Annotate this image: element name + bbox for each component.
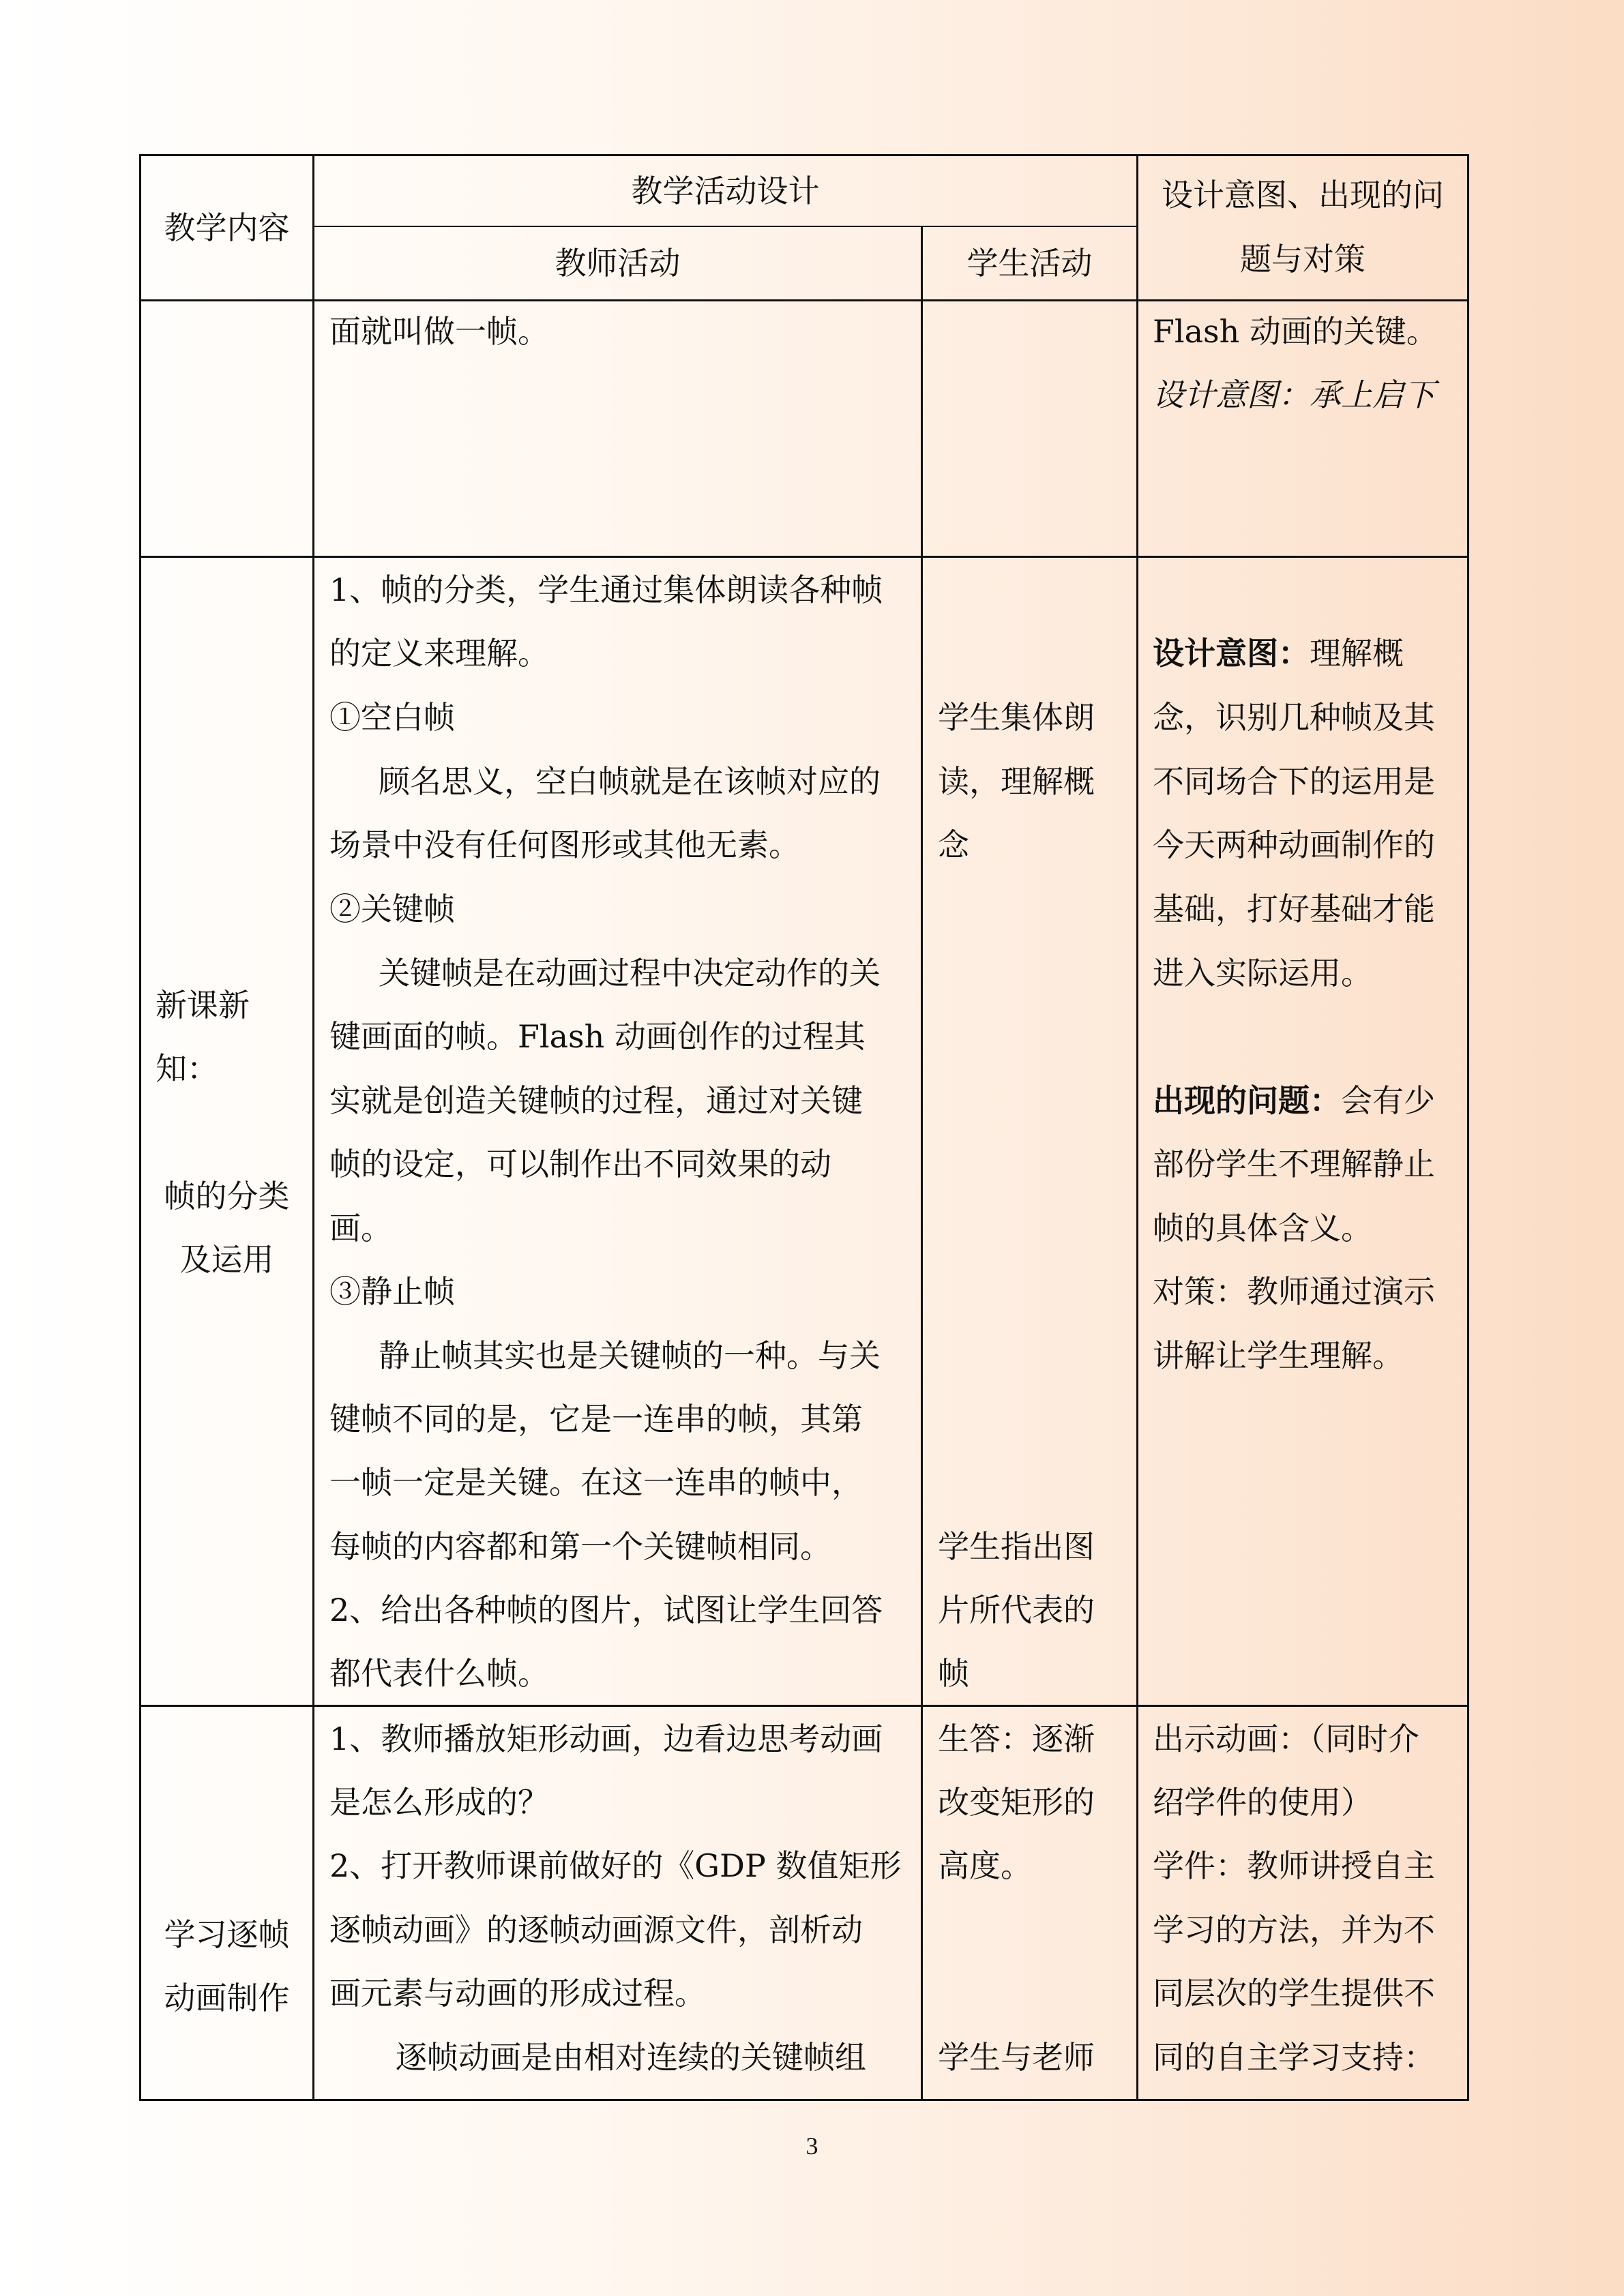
- row1-bottom-line: [139, 556, 1469, 558]
- teacher-activity-line: 场景中没有任何图形或其他无素。: [329, 826, 800, 863]
- teacher-activity-line: 键画面的帧。Flash 动画创作的过程其: [329, 1018, 866, 1055]
- intent-text: 理解概: [1310, 635, 1404, 672]
- intent-label: 设计意图：: [1153, 635, 1310, 672]
- teacher-activity-line: 实就是创造关键帧的过程，通过对关键: [329, 1082, 863, 1119]
- student-activity-line: 片所代表的: [938, 1592, 1095, 1628]
- intent-line: 今天两种动画制作的: [1153, 826, 1435, 863]
- student-activity-line: 生答：逐渐: [938, 1720, 1095, 1757]
- table-left-border: [139, 154, 141, 2101]
- intent-label: 出现的问题：: [1153, 1082, 1341, 1119]
- intent-line: 同层次的学生提供不: [1153, 1975, 1435, 2012]
- teacher-activity-line: 一帧一定是关键。在这一连串的帧中，: [329, 1464, 863, 1501]
- col2-divider: [921, 226, 923, 2101]
- header-content-label: 教学内容: [164, 209, 290, 246]
- intent-line: 念，识别几种帧及其: [1153, 699, 1435, 736]
- page-number: 3: [806, 2132, 818, 2160]
- content-line: 及运用: [179, 1241, 274, 1278]
- intent-line: 学件：教师讲授自主: [1153, 1847, 1435, 1884]
- teacher-activity-line: 关键帧是在动画过程中决定动作的关: [379, 955, 881, 992]
- intent-line: 不同场合下的运用是: [1153, 763, 1435, 800]
- student-activity-line: 学生指出图: [938, 1528, 1095, 1565]
- teacher-activity-line: 1、帧的分类，学生通过集体朗读各种帧: [329, 571, 883, 608]
- intent-line: [1153, 622, 1404, 685]
- header-intent-label-line2: 题与对策: [1240, 241, 1365, 278]
- header-split-line: [314, 226, 1137, 227]
- teacher-activity-line: 每帧的内容都和第一个关键帧相同。: [329, 1528, 831, 1565]
- header-student-label: 学生活动: [966, 245, 1093, 282]
- teacher-activity-line: 静止帧其实也是关键帧的一种。与关: [379, 1337, 881, 1374]
- content-line: 动画制作: [164, 1980, 290, 2016]
- content-line: 新课新: [156, 987, 250, 1024]
- content-line: 帧的分类: [164, 1178, 290, 1214]
- col3-divider: [1136, 154, 1138, 2101]
- header-intent-label-line1: 设计意图、出现的问: [1162, 177, 1444, 213]
- intent-line: [1153, 1069, 1435, 1133]
- teacher-activity-line: 顾名思义，空白帧就是在该帧对应的: [379, 763, 881, 800]
- intent-line: 讲解让学生理解。: [1153, 1337, 1404, 1374]
- col1-divider: [312, 154, 314, 2101]
- teacher-activity-line: 是怎么形成的？: [329, 1784, 549, 1821]
- intent-text: 会有少: [1341, 1082, 1435, 1119]
- teacher-activity-line: 帧的设定，可以制作出不同效果的动: [329, 1146, 831, 1182]
- intent-line: 帧的具体含义。: [1153, 1210, 1372, 1247]
- teacher-activity-line: 面就叫做一帧。: [329, 313, 549, 350]
- teacher-activity-line: 的定义来理解。: [329, 635, 549, 672]
- teacher-activity-line: 逐帧动画是由相对连续的关键帧组: [396, 2039, 866, 2076]
- intent-line: 部份学生不理解静止: [1153, 1146, 1435, 1182]
- teacher-activity-line: 键帧不同的是，它是一连串的帧，其第: [329, 1401, 863, 1437]
- student-activity-line: 学生集体朗: [938, 699, 1095, 736]
- student-activity-line: 念: [938, 826, 969, 863]
- intent-line: 对策：教师通过演示: [1153, 1273, 1435, 1310]
- teacher-activity-line: 画。: [329, 1210, 392, 1247]
- teacher-activity-line: 画元素与动画的形成过程。: [329, 1975, 706, 2012]
- student-activity-line: 帧: [938, 1655, 969, 1692]
- intent-line: 基础，打好基础才能: [1153, 891, 1435, 927]
- table-right-border: [1467, 154, 1469, 2101]
- content-line: 知：: [156, 1050, 218, 1087]
- teacher-activity-line: ③静止帧: [329, 1273, 455, 1310]
- intent-line: Flash 动画的关键。: [1153, 313, 1438, 350]
- header-teacher-label: 教师活动: [555, 245, 681, 282]
- teacher-activity-line: 1、教师播放矩形动画，边看边思考动画: [329, 1720, 883, 1757]
- header-activity-label: 教学活动设计: [631, 173, 820, 209]
- student-activity-line: 读，理解概: [938, 763, 1095, 800]
- teacher-activity-line: 2、打开教师课前做好的《GDP 数值矩形: [329, 1847, 902, 1884]
- intent-line: 绍学件的使用）: [1153, 1784, 1372, 1821]
- table-top-border: [139, 154, 1469, 156]
- teacher-activity-line: 都代表什么帧。: [329, 1655, 549, 1692]
- teacher-activity-line: 逐帧动画》的逐帧动画源文件，剖析动: [329, 1911, 863, 1948]
- intent-line: 设计意图：承上启下: [1153, 376, 1435, 413]
- teacher-activity-line: ②关键帧: [329, 891, 455, 927]
- table-bottom-border: [139, 2099, 1469, 2101]
- intent-line: 同的自主学习支持：: [1153, 2039, 1435, 2076]
- intent-line: 学习的方法，并为不: [1153, 1911, 1435, 1948]
- content-line: 学习逐帧: [164, 1916, 290, 1953]
- student-activity-line: 学生与老师: [938, 2039, 1095, 2076]
- student-activity-line: 高度。: [938, 1847, 1032, 1884]
- student-activity-line: 改变矩形的: [938, 1784, 1095, 1821]
- intent-line: 进入实际运用。: [1153, 955, 1372, 992]
- teacher-activity-line: 2、给出各种帧的图片，试图让学生回答: [329, 1592, 883, 1628]
- intent-line: 出示动画：（同时介: [1153, 1720, 1419, 1757]
- teacher-activity-line: ①空白帧: [329, 699, 455, 736]
